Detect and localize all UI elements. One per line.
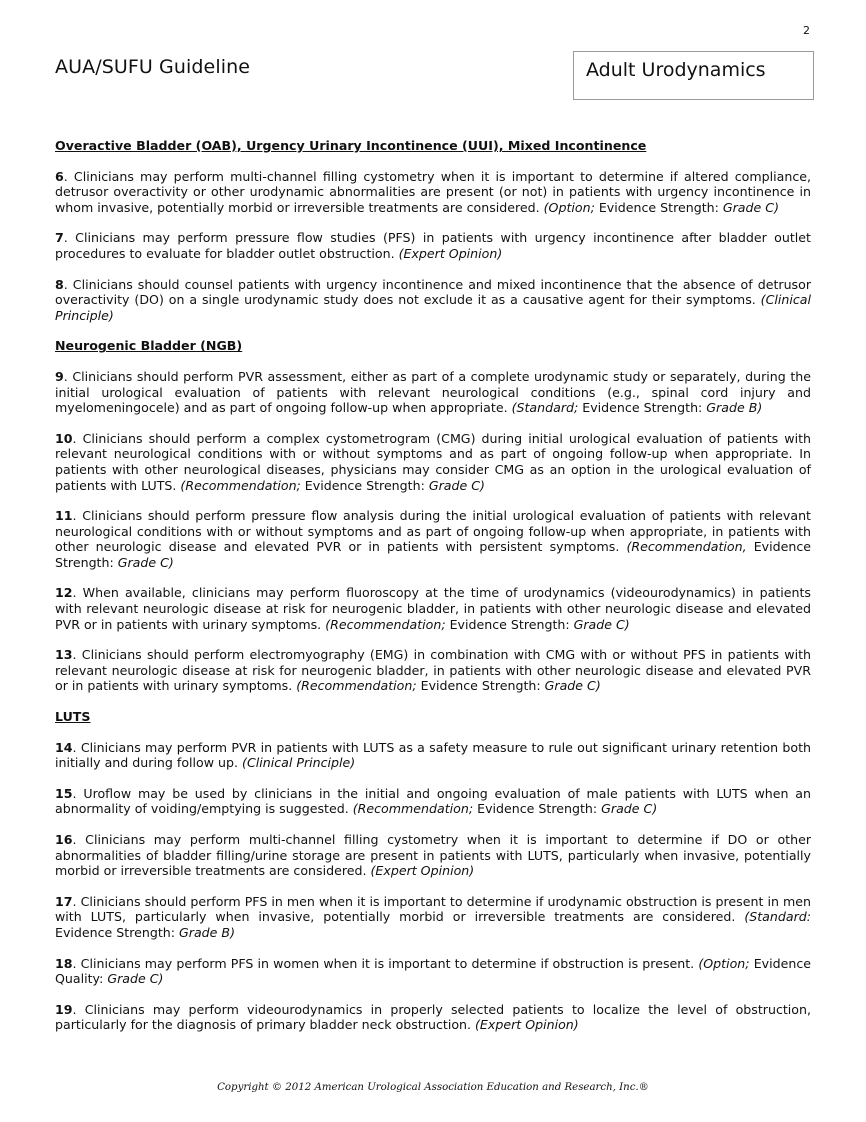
statement-number: 7 <box>55 230 64 246</box>
guideline-statement <box>55 956 811 987</box>
page-number: 2 <box>803 24 810 37</box>
section-heading-luts: LUTS <box>55 709 91 725</box>
guideline-statement <box>55 169 811 216</box>
statement-number: 6 <box>55 168 64 184</box>
statement-text: . Uroflow may be used by clinicians in the initial and ongoing evaluation of male patients with LUTS when an abnormality of voiding/emptying is suggested. <box>55 785 811 817</box>
statement-text: . Clinicians should counsel patients with urgency incontinence and mixed incontinence that the absence of detrusor overactivity (DO) on a single urodynamic study does not exclude it as a causative agent for their symptoms. <box>55 276 811 308</box>
statement-number: 17 <box>55 893 73 909</box>
statement-rating: (Standard; Evidence Strength: Grade B) <box>511 400 763 416</box>
guideline-statement <box>55 647 811 694</box>
statement-text: . Clinicians should perform PVR assessment, either as part of a complete urodynamic study or separately, during the initial urological evaluation of patients with relevant neurological conditions (e.g., spinal cord injury and myelomeningocele) and as part of ongoing follow-up when appropriate. <box>55 368 811 416</box>
guideline-statement <box>55 894 811 941</box>
statement-text: . Clinicians may perform multi-channel filling cystometry when it is important to determine if DO or other abnormalities of bladder filling/urine storage are present in patients with LUTS, particularly when invasive, potentially morbid or irreversible treatments are considered. <box>55 832 811 879</box>
statement-text: . Clinicians may perform multi-channel filling cystometry when it is important to determine if altered compliance, detrusor overactivity or other urodynamic abnormalities are present (or not) in patients with urgency incontinence in whom invasive, potentially morbid or irreversible treatments are considered. <box>55 168 811 215</box>
statement-number: 18 <box>55 955 73 971</box>
statement-text: . When available, clinicians may perform fluoroscopy at the time of urodynamics (videourodynamics) in patients with relevant neurologic disease at risk for neurogenic bladder, in patients with other neurologic disease and elevated PVR or in patients with urinary symptoms. <box>55 585 811 632</box>
statement-rating: (Standard: Evidence Strength: Grade B) <box>55 909 811 940</box>
statement-number: 13 <box>55 647 73 663</box>
guideline-statement <box>55 230 811 261</box>
guideline-statement <box>55 369 811 416</box>
statement-number: 10 <box>55 430 73 446</box>
statement-number: 15 <box>55 785 73 801</box>
statement-number: 9 <box>55 368 64 384</box>
statement-rating: (Option; Evidence Strength: Grade C) <box>543 199 779 215</box>
statement-text: . Clinicians should perform pressure flow analysis during the initial urological evaluation of patients with relevant neurological conditions with or without symptoms and as part of ongoing follow-up when appropriate, in patients with other neurologic disease and elevated PVR or in patients with persistent symptoms. <box>55 508 811 555</box>
guideline-statement <box>55 786 811 817</box>
guideline-statement <box>55 740 811 771</box>
statement-number: 16 <box>55 832 73 847</box>
section-heading-oab: Overactive Bladder (OAB), Urgency Urinary Incontinence (UUI), Mixed Incontinence <box>55 138 647 153</box>
guideline-statement <box>55 277 811 324</box>
statement-number: 12 <box>55 585 73 601</box>
statement-number: 11 <box>55 508 73 524</box>
statement-text: . Clinicians should perform electromyography (EMG) in combination with CMG with or without PFS in patients with relevant neurologic disease at risk for neurogenic bladder, in patients with other neurologic disease and elevated PVR or in patients with urinary symptoms. <box>55 647 811 694</box>
statement-text: . Clinicians may perform PVR in patients with LUTS as a safety measure to rule out significant urinary retention both initially and during follow up. <box>55 739 811 771</box>
statement-text: . Clinicians should perform PFS in men when it is important to determine if urodynamic obstruction is present in men with LUTS, particularly when invasive, potentially morbid or irreversible treatments are considered. <box>55 893 811 925</box>
copyright-footer: Copyright © 2012 American Urological Association Education and Research, Inc.® <box>217 1082 649 1093</box>
statement-text: . Clinicians should perform a complex cystometrogram (CMG) during initial urological evaluation of patients with relevant neurological conditions with or without symptoms and as part of ongoing follow-up when appropriate. In patients with other neurological diseases, physicians may consider CMG as an option in the urological evaluation of patients with LUTS. <box>55 430 811 493</box>
document-title: Adult Urodynamics <box>586 59 766 81</box>
statement-rating: (Expert Opinion) <box>475 1017 579 1033</box>
statement-text: . Clinicians may perform PFS in women when it is important to determine if obstruction is present. <box>72 955 699 971</box>
statement-rating: (Option; Evidence Quality: Grade C) <box>55 955 811 987</box>
org-title: AUA/SUFU Guideline <box>55 56 251 78</box>
statement-rating: (Clinical Principle) <box>55 292 811 323</box>
statement-rating: (Recommendation; Evidence Strength: Grade C) <box>296 678 601 694</box>
guideline-statement <box>55 1002 811 1033</box>
statement-rating: (Recommendation; Evidence Strength: Grade C) <box>325 616 630 632</box>
guideline-statement <box>55 508 811 570</box>
statement-rating: (Expert Opinion) <box>398 245 503 261</box>
statement-rating: (Expert Opinion) <box>370 863 475 879</box>
guideline-statement <box>55 431 811 493</box>
statement-text: . Clinicians may perform videourodynamics in properly selected patients to localize the level of obstruction, particularly for the diagnosis of primary bladder neck obstruction. <box>55 1001 811 1033</box>
statement-rating: (Recommendation; Evidence Strength: Grade C) <box>352 801 658 817</box>
statement-text: . Clinicians may perform pressure flow studies (PFS) in patients with urgency incontinence after bladder outlet procedures to evaluate for bladder outlet obstruction. <box>55 230 811 261</box>
statement-rating: (Recommendation, Evidence Strength: Grade C) <box>55 539 811 570</box>
document-title-box <box>573 51 814 100</box>
statement-number: 14 <box>55 739 73 755</box>
section-heading-ngb: Neurogenic Bladder (NGB) <box>55 338 243 354</box>
guideline-content <box>55 138 811 1048</box>
statement-number: 8 <box>55 276 64 292</box>
statement-rating: (Recommendation; Evidence Strength: Grade C) <box>180 477 485 493</box>
statement-number: 19 <box>55 1001 73 1017</box>
statement-rating: (Clinical Principle) <box>242 755 356 771</box>
guideline-statement <box>55 832 811 879</box>
guideline-statement <box>55 585 811 632</box>
